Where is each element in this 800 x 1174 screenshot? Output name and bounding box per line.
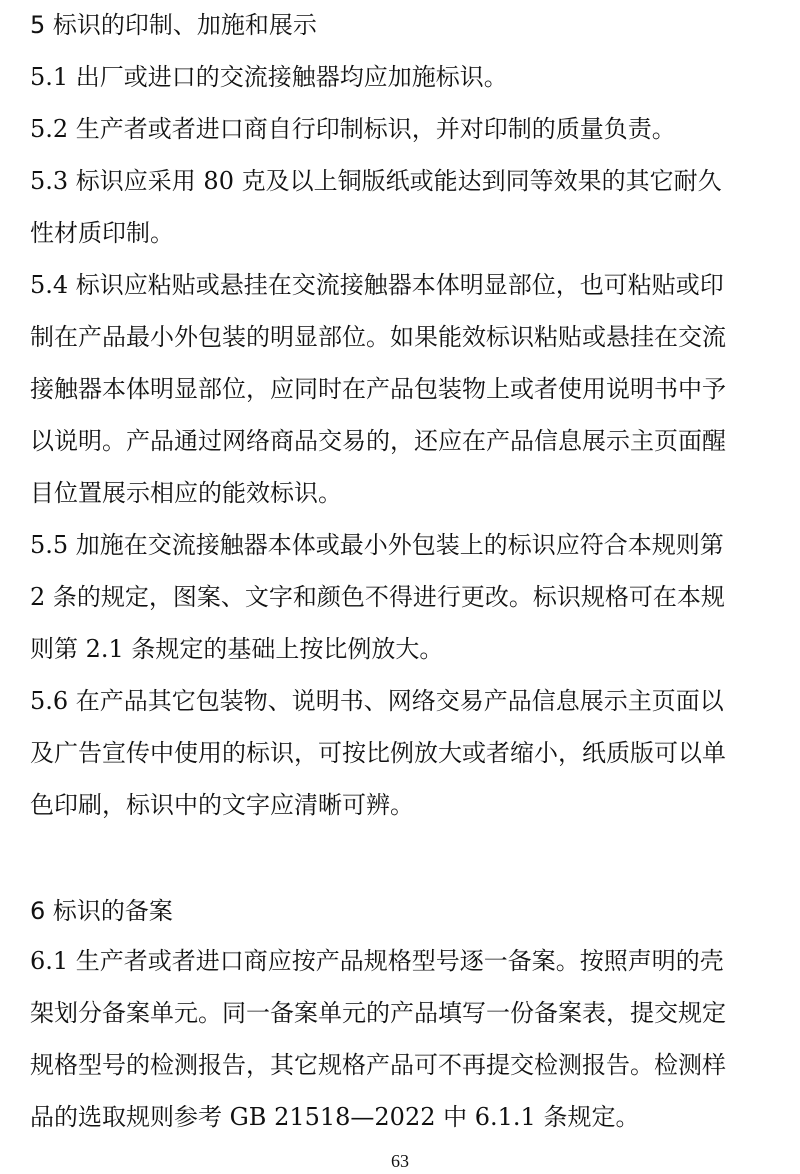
section-5-heading: 5 标识的印制、加施和展示 [30,11,317,39]
section-6-heading: 6 标识的备案 [30,897,173,925]
clause-5-6-line: 及广告宣传中使用的标识，可按比例放大或者缩小，纸质版可以单 [30,739,726,767]
clause-6-1-line: 6.1 生产者或者进口商应按产品规格型号逐一备案。按照声明的壳 [30,947,724,975]
clause-5-2-line: 5.2 生产者或者进口商自行印制标识，并对印制的质量负责。 [30,115,676,143]
clause-5-5-line: 5.5 加施在交流接触器本体或最小外包装上的标识应符合本规则第 [30,531,724,559]
clause-5-3-line: 5.3 标识应采用 80 克及以上铜版纸或能达到同等效果的其它耐久 [30,167,722,195]
clause-5-4-line: 目位置展示相应的能效标识。 [30,479,342,507]
clause-5-4-line: 接触器本体明显部位，应同时在产品包装物上或者使用说明书中予 [30,375,726,403]
clause-5-1-line: 5.1 出厂或进口的交流接触器均应加施标识。 [30,63,508,91]
clause-5-5-line: 2 条的规定，图案、文字和颜色不得进行更改。标识规格可在本规 [30,583,725,611]
clause-5-4-line: 5.4 标识应粘贴或悬挂在交流接触器本体明显部位，也可粘贴或印 [30,271,724,299]
clause-5-6-line: 色印刷，标识中的文字应清晰可辨。 [30,791,414,819]
clause-6-1-line: 规格型号的检测报告，其它规格产品可不再提交检测报告。检测样 [30,1051,726,1079]
clause-5-5-line: 则第 2.1 条规定的基础上按比例放大。 [30,635,444,663]
clause-5-4-line: 制在产品最小外包装的明显部位。如果能效标识粘贴或悬挂在交流 [30,323,726,351]
clause-5-3-line: 性材质印制。 [30,219,174,247]
clause-5-4-line: 以说明。产品通过网络商品交易的，还应在产品信息展示主页面醒 [30,427,726,455]
clause-6-1-line: 品的选取规则参考 GB 21518—2022 中 6.1.1 条规定。 [30,1103,640,1131]
clause-6-1-line: 架划分备案单元。同一备案单元的产品填写一份备案表，提交规定 [30,999,726,1027]
clause-5-6-line: 5.6 在产品其它包装物、说明书、网络交易产品信息展示主页面以 [30,687,724,715]
page-number: 63 [391,1151,409,1171]
